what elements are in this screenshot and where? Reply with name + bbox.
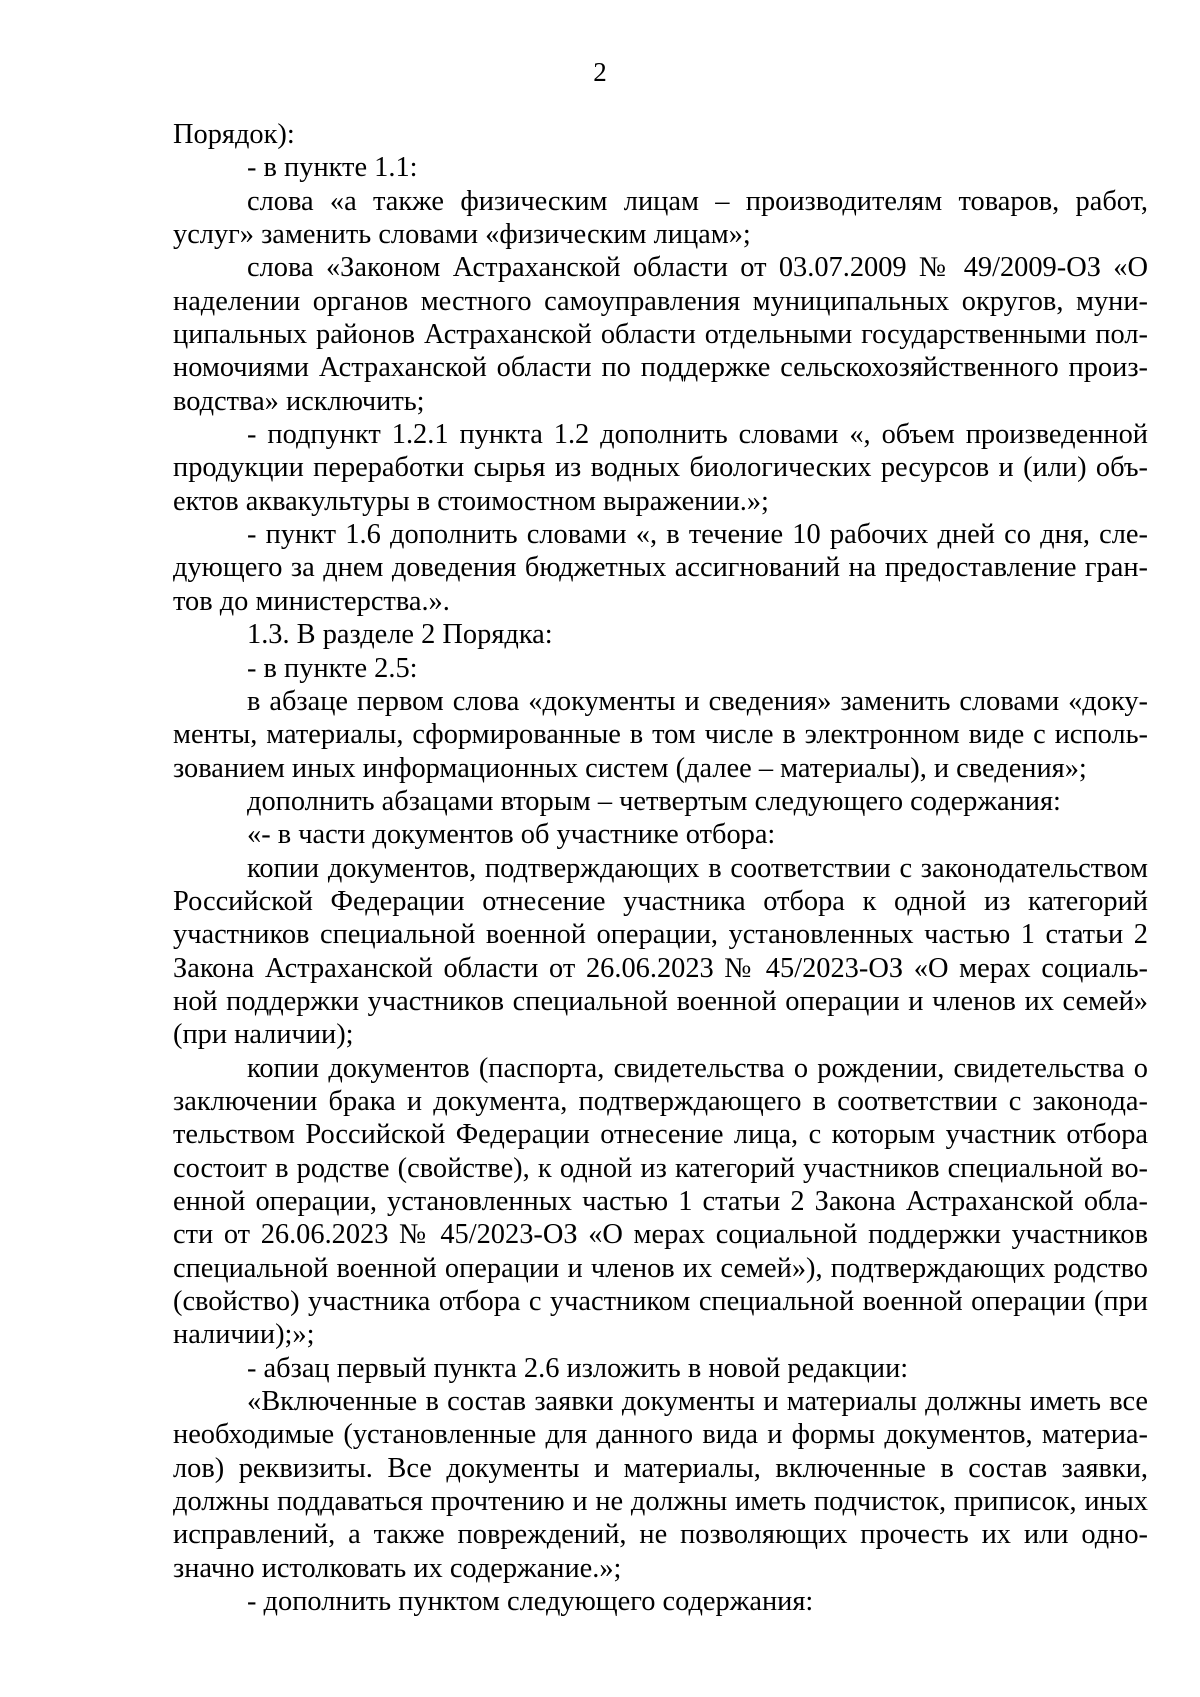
text-line: участников специальной военной операции, установленных частью 1 статьи 2	[173, 919, 1148, 951]
text-line: менты, материалы, сформированные в том числе в электронном виде с исполь-	[173, 719, 1148, 751]
text-line: тельством Российской Федерации отнесение лица, с которым участник отбора	[173, 1119, 1148, 1151]
text-line: значно истолковать их содержание.»;	[173, 1552, 622, 1584]
text-line: в абзаце первом слова «документы и сведения» заменить словами «доку-	[247, 685, 1148, 717]
text-line: продукции переработки сырья из водных биологических ресурсов и (или) объ-	[173, 452, 1148, 484]
text-line: сти от 26.06.2023 № 45/2023-ОЗ «О мерах социальной поддержки участников	[173, 1219, 1148, 1251]
text-line: услуг» заменить словами «физическим лицам»;	[173, 219, 751, 251]
text-line: - в пункте 2.5:	[247, 652, 418, 684]
text-line: копии документов (паспорта, свидетельства о рождении, свидетельства о	[247, 1052, 1148, 1084]
text-line: «- в части документов об участнике отбора:	[247, 819, 776, 851]
text-line: (при наличии);	[173, 1019, 354, 1051]
text-line: ной поддержки участников специальной военной операции и членов их семей»	[173, 985, 1148, 1017]
text-line: состоит в родстве (свойстве), к одной из категорий участников специальной во-	[173, 1152, 1148, 1184]
text-line: Закона Астраханской области от 26.06.2023 № 45/2023-ОЗ «О мерах социаль-	[173, 952, 1148, 984]
text-line: ципальных районов Астраханской области отдельными государственными пол-	[173, 319, 1148, 351]
text-line: номочиями Астраханской области по поддержке сельскохозяйственного произ-	[173, 352, 1148, 384]
text-line: «Включенные в состав заявки документы и материалы должны иметь все	[247, 1386, 1148, 1418]
text-line: исправлений, а также повреждений, не позволяющих прочесть их или одно-	[173, 1519, 1148, 1551]
text-line: слова «а также физическим лицам – производителям товаров, работ,	[247, 185, 1148, 217]
text-line: - абзац первый пункта 2.6 изложить в новой редакции:	[247, 1352, 909, 1384]
text-line: ектов аквакультуры в стоимостном выражении.»;	[173, 485, 769, 517]
text-line: дополнить абзацами вторым – четвертым следующего содержания:	[247, 785, 1061, 817]
text-line: енной операции, установленных частью 1 статьи 2 Закона Астраханской обла-	[173, 1186, 1148, 1217]
text-line: дующего за днем доведения бюджетных ассигнований на предоставление гран-	[173, 552, 1148, 584]
text-line: заключении брака и документа, подтверждающего в соответствии с законода-	[173, 1085, 1148, 1117]
text-line: наделении органов местного самоуправления муниципальных округов, муни-	[173, 285, 1148, 317]
text-line: - подпункт 1.2.1 пункта 1.2 дополнить словами «, объем произведенной	[247, 419, 1148, 451]
text-line: - пункт 1.6 дополнить словами «, в течение 10 рабочих дней со дня, сле-	[247, 519, 1148, 551]
text-line: должны поддаваться прочтению и не должны иметь подчисток, приписок, иных	[173, 1486, 1148, 1518]
text-line: зованием иных информационных систем (далее – материалы), и сведения»;	[173, 752, 1087, 784]
text-line: необходимые (установленные для данного вида и формы документов, материа-	[173, 1419, 1148, 1451]
text-line: 1.3. В разделе 2 Порядка:	[247, 619, 553, 651]
text-line: тов до министерства.».	[173, 585, 450, 617]
text-line: Порядок):	[173, 119, 295, 150]
text-line: - дополнить пунктом следующего содержания:	[247, 1586, 814, 1618]
text-line: копии документов, подтверждающих в соответствии с законодательством	[247, 852, 1148, 884]
page-number: 2	[593, 57, 607, 87]
text-line: - в пункте 1.1:	[247, 152, 418, 184]
document-body	[173, 118, 1148, 1618]
text-line: лов) реквизиты. Все документы и материалы, включенные в состав заявки,	[173, 1452, 1148, 1484]
text-line: водства» исключить;	[173, 385, 425, 417]
text-line: Российской Федерации отнесение участника отбора к одной из категорий	[173, 885, 1148, 917]
text-line: слова «Законом Астраханской области от 03.07.2009 № 49/2009-ОЗ «О	[247, 252, 1148, 284]
text-line: наличии);»;	[173, 1319, 315, 1351]
text-line: (свойство) участника отбора с участником специальной военной операции (при	[173, 1286, 1148, 1318]
text-line: специальной военной операции и членов их семей»), подтверждающих родство	[173, 1252, 1148, 1284]
